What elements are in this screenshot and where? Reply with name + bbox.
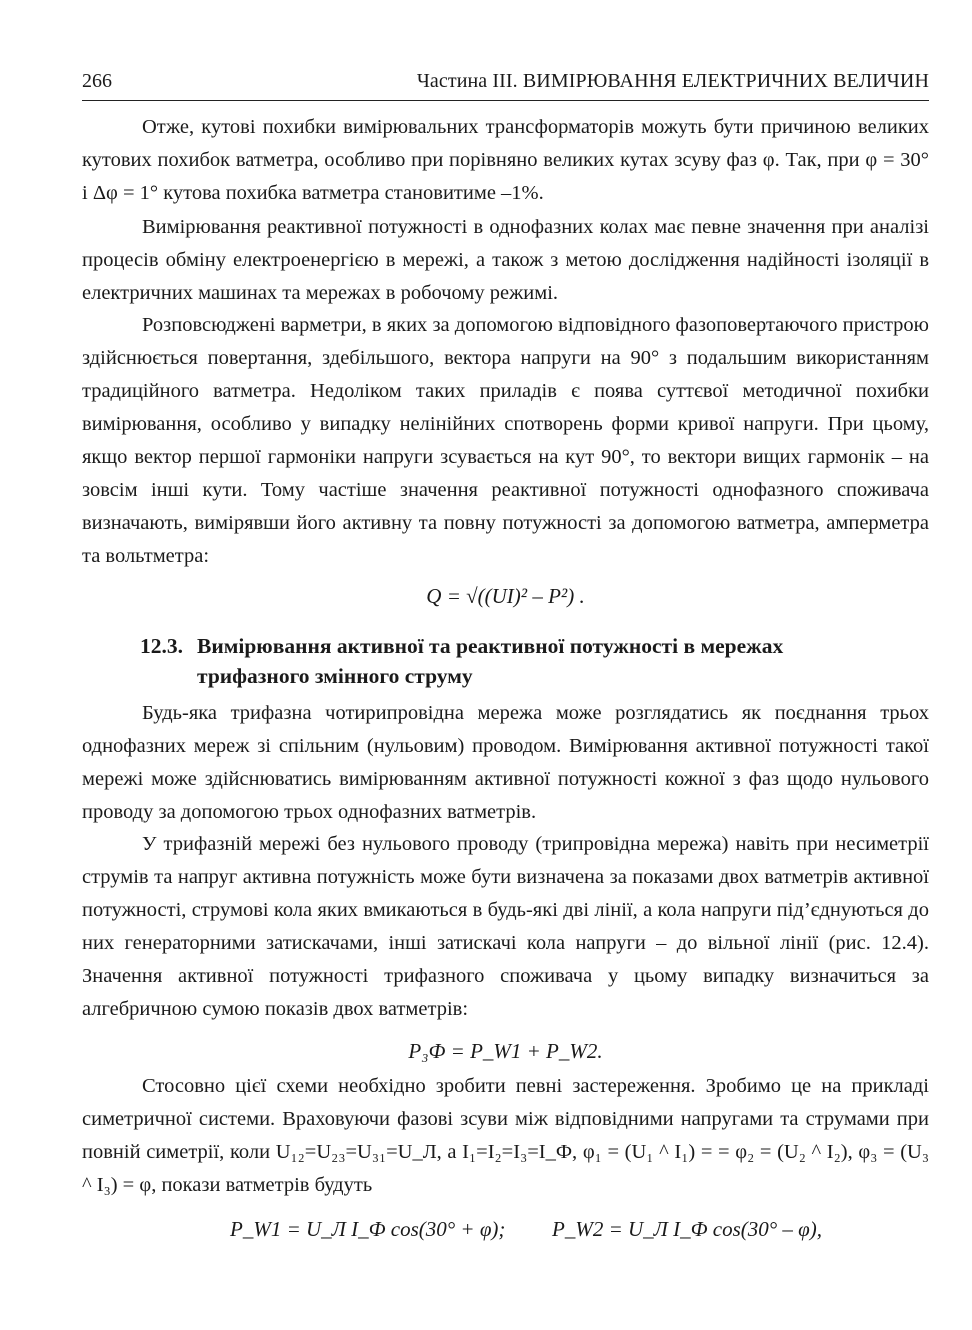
running-header xyxy=(82,70,929,101)
paragraph-6: Стосовно цієї схеми необхідно зробити певні застереження. Зробимо це на прикладі симетричної системи. Враховуючи фазові зсуви між відповідними напругами та струмами при повній симетрії, коли U₁₂=U₂₃=U₃₁=U_Л, а I₁=I₂=I₃=I_Ф, φ₁ = (U₁ ^ I₁) = = φ₂ = (U₂ ^ I₂), φ₃ = (U₃ ^ I₃) = φ, покази ватметрів будуть xyxy=(82,1075,929,1196)
section-title-line1: Вимірювання активної та реактивної потужності в мережах xyxy=(197,634,784,658)
paragraph-3: Розповсюджені варметри, в яких за допомогою відповідного фазоповертаючого пристрою здійснюється повертання, здебільшого, вектора напруги на 90° з подальшим використанням традиційного ватметра. Недоліком таких приладів є поява суттєвої методичної похибки вимірювання, особливо у випадку нелінійних спотворень форми кривої напруги. При цьому, якщо вектор першої гармоніки напруги зсувається на кут 90°, то вектори вищих гармонік – на зовсім інші кути. Тому частіше значення реактивної потужності однофазного споживача визначають, вимірявши його активну та повну потужності за допомогою ватметра, амперметра та вольтметра: xyxy=(82,314,929,567)
paragraph-5: У трифазній мережі без нульового проводу (трипровідна мережа) навіть при несиметрії струмів та напруг активна потужність може бути визначена за показами двох ватметрів активної потужності, струмові кола яких вмикаються в будь-які дві лінії, а кола напруги під’єднуються до них генераторними затискачами, інші затискачі кола напруги – до вільної лінії (рис. 12.4). Значення активної потужності трифазного споживача у цьому випадку визначиться за алгебричною сумою показів двох ватметрів: xyxy=(82,833,929,1020)
paragraph-4: Будь-яка трифазна чотирипровідна мережа може розглядатись як поєднання трьох однофазних мереж зі спільним (нульовим) проводом. Вимірювання активної потужності такої мережі може здійснюватись вимірюванням активної потужності кожної з фаз щодо нульового проводу за допомогою трьох однофазних ватметрів. xyxy=(82,702,929,823)
page-number: 266 xyxy=(82,70,112,92)
section-number: 12.3. xyxy=(140,634,183,658)
formula-reactive-power xyxy=(82,581,929,611)
formula-pw1: P_W1 = U_Л I_Ф cos(30° + φ); xyxy=(230,1217,506,1241)
paragraph-1: Отже, кутові похибки вимірювальних трансформаторів можуть бути причиною великих кутових похибок ватметра, особливо при порівняно великих кутах зсуву фаз φ. Так, при φ = 30° і Δφ = 1° кутова похибка ватметра становитиме –1%. xyxy=(82,116,929,204)
section-title-line2: трифазного змінного струму xyxy=(197,664,473,688)
formula-pw2: P_W2 = U_Л I_Ф cos(30° – φ), xyxy=(552,1217,823,1241)
running-title: Частина ІІІ. ВИМІРЮВАННЯ ЕЛЕКТРИЧНИХ ВЕЛИЧИН xyxy=(416,70,929,92)
formula-three-phase-power xyxy=(82,1036,929,1066)
section-heading xyxy=(140,631,900,691)
formula-reactive-power-text: Q = √((UI)² – P²) . xyxy=(426,584,585,608)
formula-three-phase-text: P₃Ф = P_W1 + P_W2. xyxy=(408,1039,603,1063)
paragraph-2: Вимірювання реактивної потужності в однофазних колах має певне значення при аналізі процесів обміну електроенергією в мережі, а також з метою дослідження надійності ізоляції в електричних машинах та мережах в робочому режимі. xyxy=(82,216,929,304)
